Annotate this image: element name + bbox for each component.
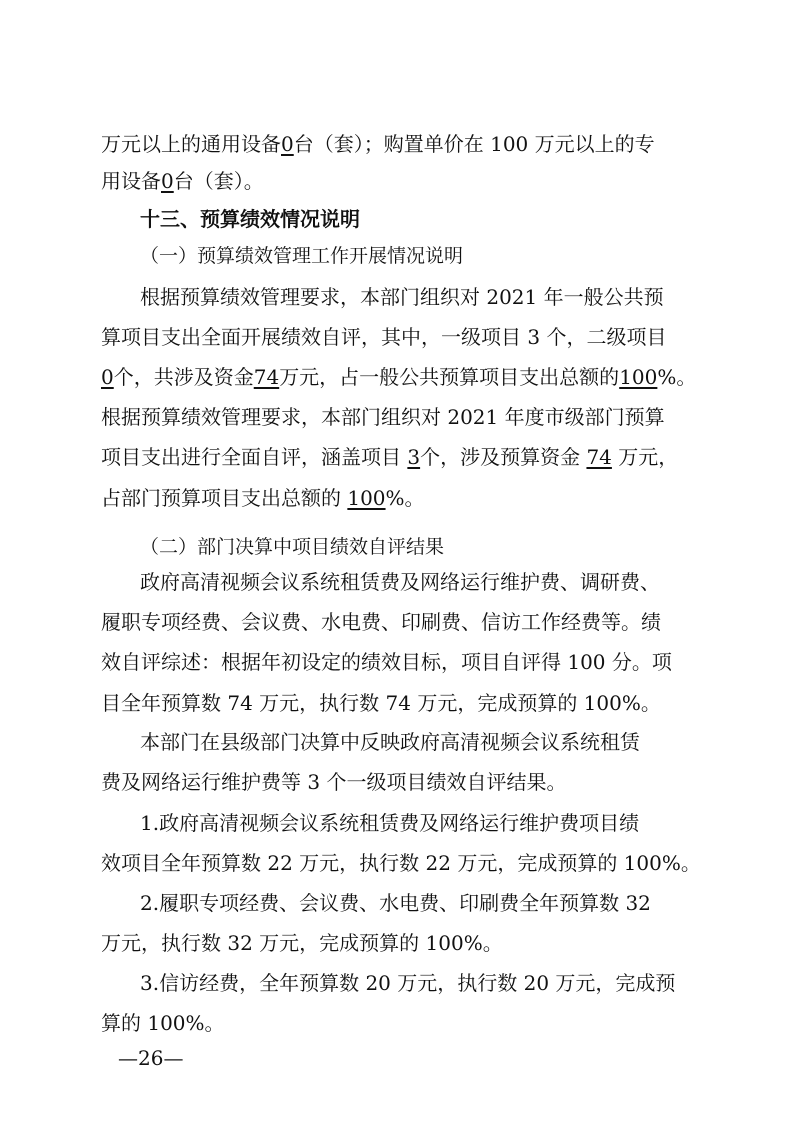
body-line [101,363,701,391]
body-line [101,1009,701,1037]
text-segment: 本部门在县级部门决算中反映政府高清视频会议系统租赁 [140,730,640,754]
text-segment: 万元，执行数 32 万元，完成预算的 100%。 [101,931,503,955]
text-segment: 台（套）。 [173,169,264,193]
text-segment: 万元，占一般公共预算项目支出总额的 [279,365,620,389]
section-heading [140,205,740,233]
text-segment: 用设备 [101,169,161,193]
text-segment: 个，共涉及资金 [113,365,254,389]
body-line [140,283,740,311]
text-segment: （一）预算绩效管理工作开展情况说明 [140,245,464,267]
text-segment: 目全年预算数 74 万元，执行数 74 万元，完成预算的 100%。 [101,691,661,715]
body-line [101,689,701,717]
subsection-heading [140,533,740,561]
text-segment: 3.信访经费，全年预算数 20 万元，执行数 20 万元，完成预 [140,971,676,995]
body-line [101,323,701,351]
body-line [101,608,701,636]
body-line [101,484,701,512]
body-line [101,768,701,796]
underlined-value: 100 [347,486,386,510]
text-segment: 占部门预算项目支出总额的 [101,486,348,510]
body-line [101,648,701,676]
text-segment: %。 [657,365,697,389]
page-number: —26— [118,1046,184,1070]
body-line [101,403,701,431]
body-line [140,889,740,917]
text-segment: 效自评综述：根据年初设定的绩效目标，项目自评得 100 分。项 [101,650,672,674]
text-segment: 2.履职专项经费、会议费、水电费、印刷费全年预算数 32 [140,891,651,915]
text-segment: （二）部门决算中项目绩效自评结果 [140,536,445,558]
body-line [140,728,740,756]
body-line [140,568,740,596]
body-line [101,167,701,195]
text-segment: 万元以上的通用设备 [101,132,281,156]
underlined-value: 100 [619,365,658,389]
text-segment: 万元， [611,445,679,469]
body-line [101,929,701,957]
text-segment: 履职专项经费、会议费、水电费、印刷费、信访工作经费等。绩 [101,610,661,634]
text-segment: %。 [385,486,425,510]
underlined-value: 0 [161,169,174,193]
text-segment: 个，涉及预算资金 [420,445,587,469]
body-line [101,443,701,471]
body-line [101,130,701,158]
text-segment: 算的 100%。 [101,1011,225,1035]
text-segment: 台（套）；购置单价在 100 万元以上的专 [293,132,655,156]
underlined-value: 0 [101,365,114,389]
body-line [140,969,740,997]
body-line [101,849,701,877]
text-segment: 十三、预算绩效情况说明 [140,207,360,231]
underlined-value: 74 [253,365,280,389]
text-segment: 根据预算绩效管理要求，本部门组织对 2021 年一般公共预 [140,285,664,309]
text-segment: 效项目全年预算数 22 万元，执行数 22 万元，完成预算的 100%。 [101,851,701,875]
text-segment: 1.政府高清视频会议系统租赁费及网络运行维护费项目绩 [140,811,640,835]
text-segment: 根据预算绩效管理要求，本部门组织对 2021 年度市级部门预算 [101,405,665,429]
underlined-value: 0 [281,132,294,156]
text-segment: 项目支出进行全面自评，涵盖项目 [101,445,408,469]
text-segment: 算项目支出全面开展绩效自评，其中，一级项目 3 个，二级项目 [101,325,667,349]
underlined-value: 3 [407,445,421,469]
underlined-value: 74 [586,445,612,469]
text-segment: 政府高清视频会议系统租赁费及网络运行维护费、调研费、 [140,570,660,594]
body-line [140,809,740,837]
text-segment: 费及网络运行维护费等 3 个一级项目绩效自评结果。 [101,770,567,794]
subsection-heading [140,242,740,270]
